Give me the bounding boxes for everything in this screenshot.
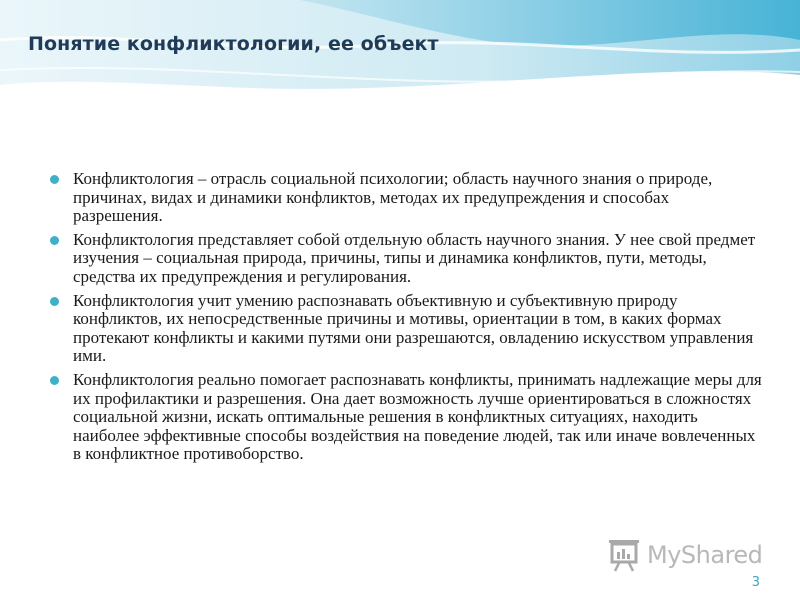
list-item: [50, 231, 762, 287]
bullet-text: Конфликтология представляет собой отдельную область научного знания. У нее свой предмет изучения – социальная природа, причины, типы и динамика конфликтов, пути, методы, средства их предупреждения и регулирования.: [73, 229, 756, 286]
bullet-list: [50, 170, 762, 469]
bullet-text: Конфликтология – отрасль социальной психологии; область научного знания о природе, причинах, видах и динамики конфликтов, методах их предупреждения и способах разрешения.: [73, 169, 713, 226]
bullet-text: Конфликтология учит умению распознавать объективную и субъективную природу конфликтов, их непосредственные причины и мотивы, ориентации в том, в каких формах протекают конфликты и какими путями они разрешаются, овладению искусством управления ими.: [73, 290, 754, 366]
bullet-icon: [50, 175, 59, 184]
list-item: [50, 371, 762, 464]
watermark-logo: [607, 538, 762, 572]
list-item: [50, 292, 762, 366]
page-number: 3: [751, 575, 760, 590]
bullet-icon: [50, 297, 59, 306]
presentation-board-icon: [607, 538, 643, 572]
list-item: [50, 170, 762, 226]
slide-title: Понятие конфликтологии, ее объект: [28, 33, 439, 55]
watermark-logo-text: MyShared: [647, 541, 763, 569]
bullet-icon: [50, 236, 59, 245]
bullet-icon: [50, 376, 59, 385]
bullet-text: Конфликтология реально помогает распознавать конфликты, принимать надлежащие меры для их профилактики и разрешения. Она дает возможность лучше ориентироваться в сложностях социальной жизни, искать оптимальные решения в конфликтных ситуациях, находить наиболее эффективные способы воздействия на поведение людей, так или иначе вовлеченных в конфликтное противоборство.: [73, 369, 762, 464]
header-wave-decoration: [0, 0, 800, 110]
